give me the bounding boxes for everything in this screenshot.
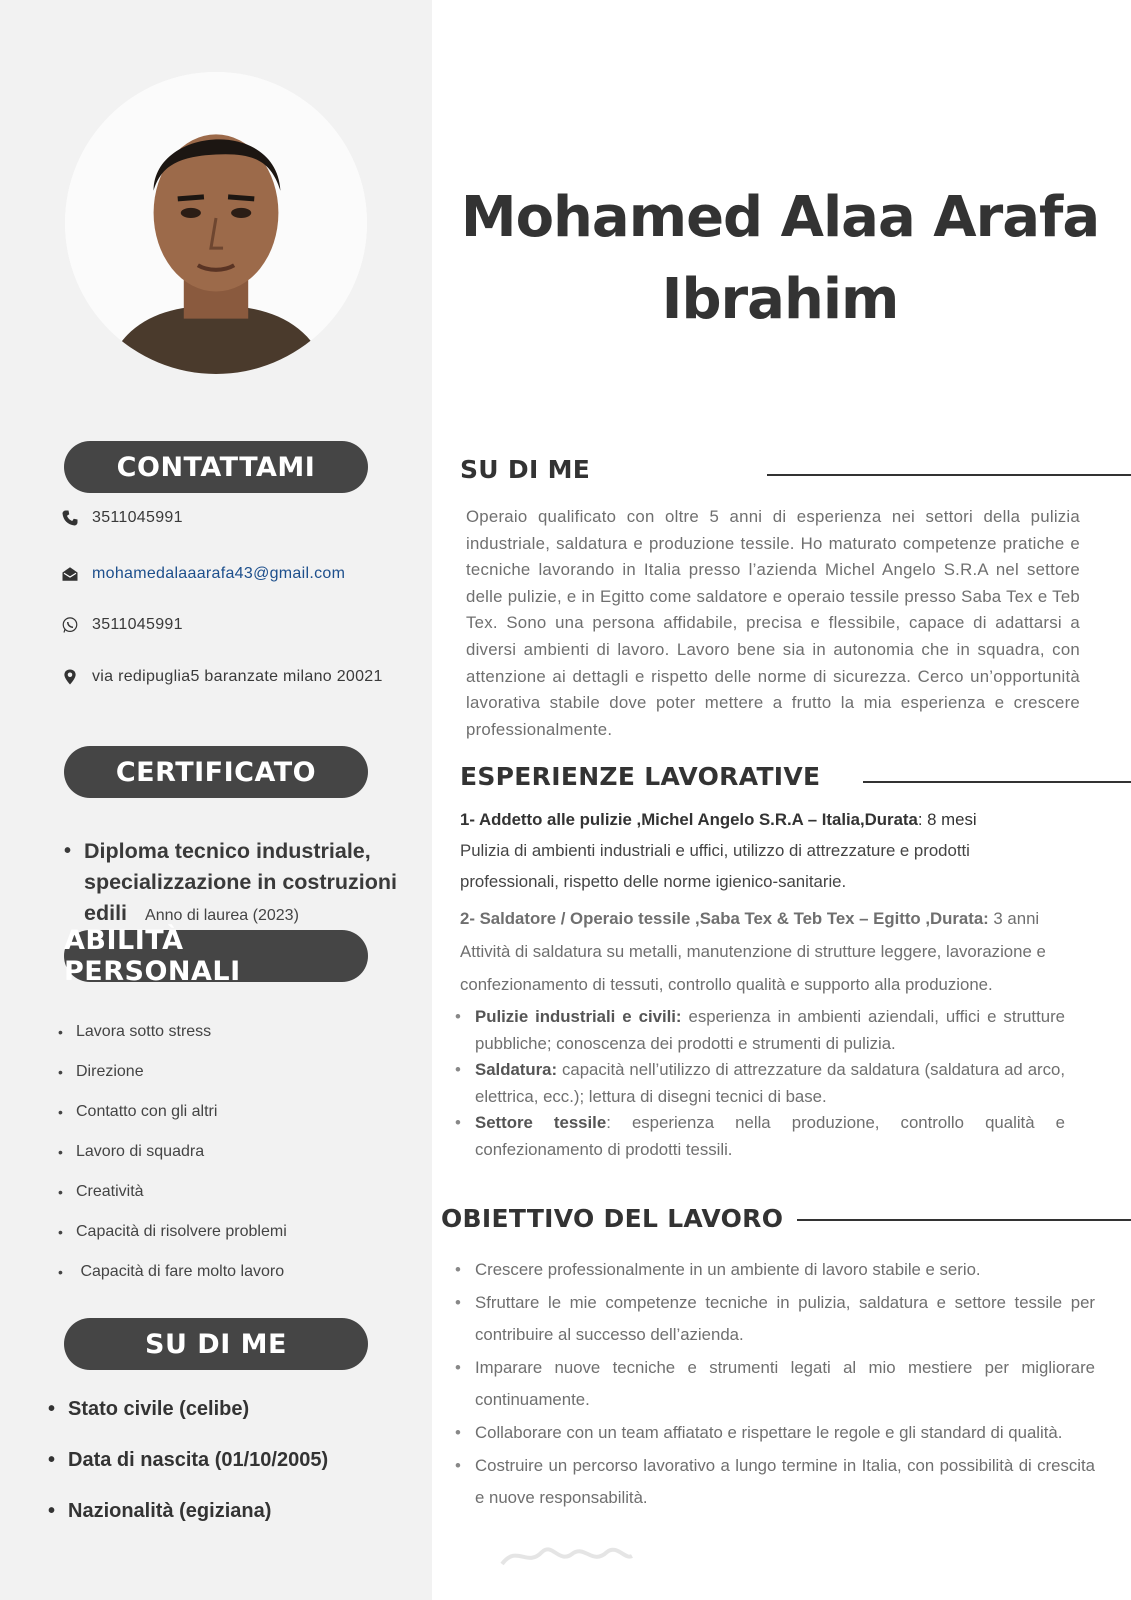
job-entry-1 <box>460 804 1115 897</box>
goals-list <box>455 1254 1095 1515</box>
phone-number[interactable]: 3511045991 <box>92 509 183 526</box>
list-item: • Imparare nuove tecniche e strumenti legati al mio mestiere per migliorare continuamente. <box>455 1357 1095 1410</box>
certificate-line-1: Diploma tecnico industriale, <box>84 839 371 863</box>
experience-heading: ESPERIENZE LAVORATIVE <box>460 762 821 791</box>
goals-heading: OBIETTIVO DEL LAVORO <box>441 1204 784 1233</box>
contact-whatsapp <box>58 613 183 637</box>
list-item: • Sfruttare le mie competenze tecniche in pulizia, saldatura e settore tessile per contribuire al successo dell’azienda. <box>455 1292 1095 1345</box>
contact-phone <box>58 506 183 530</box>
personal-info-heading: SU DI ME <box>64 1318 368 1370</box>
list-item: • Costruire un percorso lavorativo a lungo termine in Italia, con possibilità di crescita e nuove responsabilità. <box>455 1455 1095 1508</box>
list-item: • Stato civile (celibe) <box>48 1398 250 1420</box>
section-divider <box>797 1219 1131 1221</box>
job-1-duration: : 8 mesi <box>917 810 977 829</box>
location-pin-icon <box>58 665 82 689</box>
job-1-description: Pulizia di ambienti industriali e uffici, utilizzo di attrezzature e prodotti professionali, rispetto delle norme igienico-sanitarie. <box>460 841 970 891</box>
job-2-title: 2- Saldatore / Operaio tessile ,Saba Tex & Teb Tex – Egitto ,Durata: <box>460 909 989 928</box>
address-text: via redipuglia5 baranzate milano 20021 <box>92 668 383 685</box>
whatsapp-icon <box>58 613 82 637</box>
name-line-2: Ibrahim <box>661 267 899 332</box>
whatsapp-number[interactable]: 3511045991 <box>92 616 183 633</box>
phone-icon <box>58 506 82 530</box>
list-item: • Lavora sotto stress <box>58 1023 212 1040</box>
list-item: • Settore tessile: esperienza nella produzione, controllo qualità e confezionamento di prodotti tessili. <box>455 1113 1065 1159</box>
watermark-logo <box>497 1534 637 1574</box>
list-item: • Contatto con gli altri <box>58 1103 218 1120</box>
certificate-year: Anno di laurea (2023) <box>145 907 299 924</box>
contact-email <box>58 562 345 586</box>
list-item: • Pulizie industriali e civili: esperienza in ambienti aziendali, uffici e strutture pubbliche; conoscenza dei prodotti e strumenti di pulizia. <box>455 1007 1065 1053</box>
skills-heading: ABILITÀ PERSONALI <box>64 930 368 982</box>
list-item: • Crescere professionalmente in un ambiente di lavoro stabile e serio. <box>455 1260 981 1279</box>
list-item: • Collaborare con un team affiatato e rispettare le regole e gli standard di qualità. <box>455 1422 1063 1442</box>
certificate-heading: CERTIFICATO <box>64 746 368 798</box>
list-item: • Capacità di fare molto lavoro <box>58 1263 285 1280</box>
list-item: • Direzione <box>58 1063 144 1080</box>
envelope-icon <box>58 562 82 586</box>
job-2-duration: 3 anni <box>988 909 1040 928</box>
email-link[interactable]: mohamedalaaarafa43@gmail.com <box>92 565 346 582</box>
certificate-line-3: edili <box>84 901 128 925</box>
technical-skills-list <box>455 1004 1065 1164</box>
name-line-1: Mohamed Alaa Arafa <box>460 185 1100 250</box>
list-item: • Capacità di risolvere problemi <box>58 1223 287 1240</box>
certificate-entry: • Diploma tecnico industriale, specializzazione in costruzioni edili Anno di laurea (2023) <box>64 836 424 931</box>
contact-heading: CONTATTAMI <box>64 441 368 493</box>
personal-skills-list <box>58 1020 287 1300</box>
certificate-line-2: specializzazione in costruzioni <box>84 870 398 894</box>
list-item: • Creatività <box>58 1183 144 1200</box>
section-divider <box>767 474 1131 476</box>
job-2-description: Attività di saldatura su metalli, manutenzione di strutture leggere, lavorazione e confezionamento di tessuti, controllo qualità e supporto alla produzione. <box>460 942 1046 994</box>
list-item: • Data di nascita (01/10/2005) <box>48 1449 329 1471</box>
portrait-illustration <box>65 72 367 374</box>
list-item: • Lavoro di squadra <box>58 1143 205 1160</box>
personal-info-list <box>48 1395 328 1548</box>
profile-photo <box>65 72 367 374</box>
list-item: • Nazionalità (egiziana) <box>48 1500 272 1522</box>
about-paragraph: Operaio qualificato con oltre 5 anni di esperienza nei settori della pulizia industriale, saldatura e produzione tessile. Ho maturato competenze pratiche e tecniche lavorando in Italia presso l’azienda Michel Angelo S.R.A nel settore delle pulizie, e in Egitto come saldatore e operaio tessile presso Saba Tex e Teb Tex. Sono una persona affidabile, precisa e flessibile, capace di adattarsi a diversi ambienti di lavoro. Lavoro bene sia in autonomia che in squadra, con attenzione ai dettagli e rispetto delle norme di sicurezza. Cerco un’opportunità lavorativa stabile dove poter mettere a frutto la mia esperienza e crescere professionalmente. <box>466 507 1080 739</box>
job-1-title: 1- Addetto alle pulizie ,Michel Angelo S.R.A – Italia,Durata <box>460 810 918 829</box>
list-item: • Saldatura: capacità nell’utilizzo di attrezzature da saldatura (saldatura ad arco, elettrica, ecc.); lettura di disegni tecnici di base. <box>455 1060 1065 1106</box>
about-heading: SU DI ME <box>460 455 591 484</box>
section-divider <box>863 781 1131 783</box>
contact-address <box>58 665 383 689</box>
job-entry-2 <box>460 902 1115 1001</box>
